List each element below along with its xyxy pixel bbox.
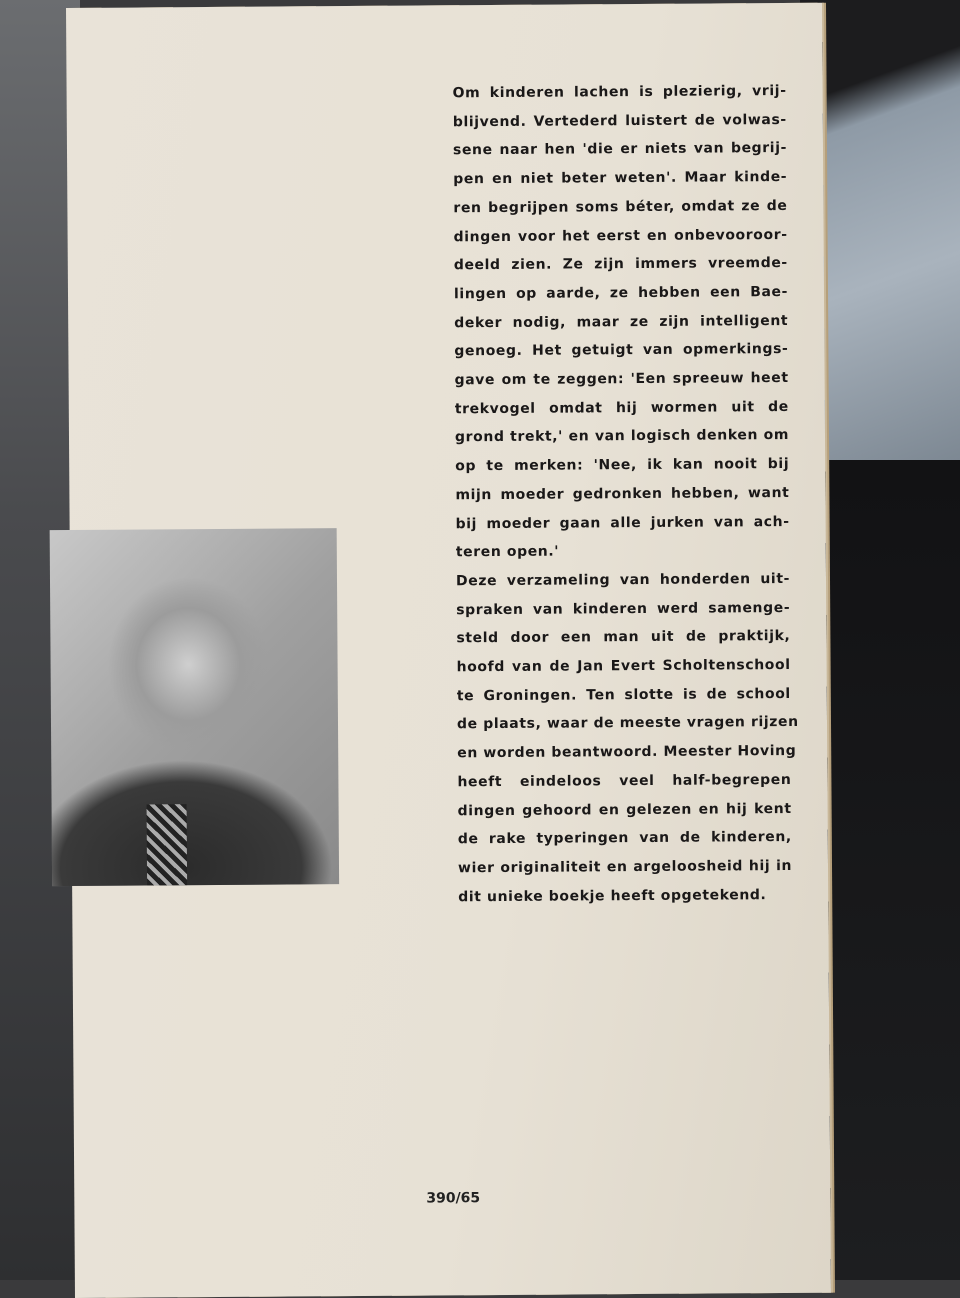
blurb-line: deeld zien. Ze zijn immers vreemde- bbox=[453, 255, 788, 274]
blurb-line: wier originaliteit en argeloosheid hij in bbox=[457, 857, 793, 877]
blurb-line: te Groningen. Ten slotte is de school bbox=[456, 685, 791, 705]
blurb-line: trekvogel omdat hij wormen uit de bbox=[454, 398, 789, 418]
blurb-line: Deze verzameling van honderden uit- bbox=[455, 570, 791, 590]
blurb-line: gave om te zeggen: 'Een spreeuw heet bbox=[454, 369, 789, 389]
blurb-line: steld door een man uit de praktijk, bbox=[456, 628, 791, 647]
blurb-line: Om kinderen lachen is plezierig, vrij- bbox=[452, 82, 787, 102]
blurb-line: heeft eindeloos veel half-begrepen bbox=[457, 771, 792, 791]
catalog-code: 390/65 bbox=[426, 1190, 481, 1207]
book-back-cover bbox=[66, 3, 831, 1298]
portrait-tie bbox=[147, 804, 188, 885]
blurb-line: dingen voor het eerst en onbevooroor- bbox=[453, 226, 788, 245]
blurb-line: en worden beantwoord. Meester Hoving bbox=[457, 743, 797, 762]
blurb-line: hoofd van de Jan Evert Scholtenschool bbox=[456, 657, 791, 676]
blurb-line: mijn moeder gedronken hebben, want bbox=[455, 484, 790, 504]
blurb-line: dit unieke boekje heeft opgetekend. bbox=[458, 886, 767, 905]
blurb-line: de plaats, waar de meeste vragen rijzen bbox=[456, 714, 799, 733]
blurb-line: dingen gehoord en gelezen en hij kent bbox=[457, 800, 792, 819]
blurb-line: genoeg. Het getuigt van opmerkings- bbox=[454, 341, 789, 360]
blurb-line: grond trekt,' en van logisch denken om bbox=[454, 427, 790, 446]
blurb-line: blijvend. Vertederd luistert de volwas- bbox=[452, 111, 787, 131]
blurb-line: spraken van kinderen werd samenge- bbox=[456, 599, 791, 618]
blurb-line: op te merken: 'Nee, ik kan nooit bij bbox=[455, 456, 790, 475]
blurb-line: bij moeder gaan alle jurken van ach- bbox=[455, 513, 790, 532]
blurb-line: sene naar hen 'die er niets van begrij- bbox=[452, 140, 788, 159]
blurb-line: teren open.' bbox=[455, 543, 560, 561]
blurb-line: deker nodig, maar ze zijn intelligent bbox=[454, 312, 789, 331]
blurb-text bbox=[452, 77, 799, 912]
blurb-line: lingen op aarde, ze hebben een Bae- bbox=[453, 283, 789, 303]
blurb-line: ren begrijpen soms béter, omdat ze de bbox=[453, 197, 788, 217]
author-portrait-photo bbox=[50, 528, 339, 886]
blurb-line: pen en niet beter weten'. Maar kinde- bbox=[453, 169, 788, 188]
blurb-line: de rake typeringen van de kinderen, bbox=[457, 829, 792, 848]
